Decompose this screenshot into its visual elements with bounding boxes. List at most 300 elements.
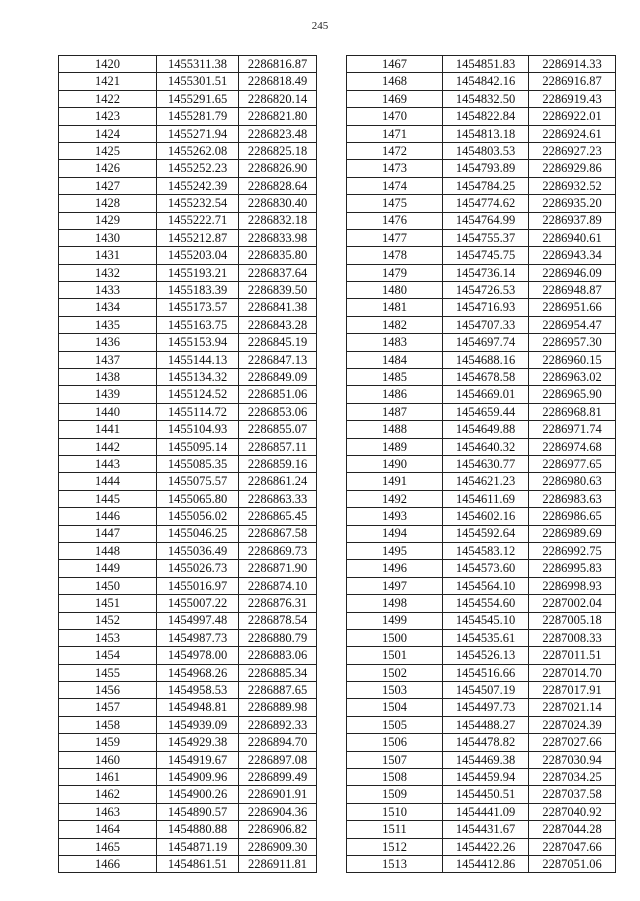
x-coordinate-cell: 1454909.96 [157, 769, 239, 786]
table-row [347, 351, 616, 368]
y-coordinate-cell: 2286916.87 [529, 73, 616, 90]
x-coordinate-cell: 1455016.97 [157, 577, 239, 594]
y-coordinate-cell: 2286883.06 [239, 647, 317, 664]
point-number-cell: 1466 [59, 855, 157, 872]
y-coordinate-cell: 2286837.64 [239, 264, 317, 281]
point-number-cell: 1481 [347, 299, 443, 316]
y-coordinate-cell: 2286935.20 [529, 195, 616, 212]
point-number-cell: 1483 [347, 334, 443, 351]
table-row [59, 160, 317, 177]
point-number-cell: 1452 [59, 612, 157, 629]
y-coordinate-cell: 2286922.01 [529, 108, 616, 125]
y-coordinate-cell: 2286867.58 [239, 525, 317, 542]
point-number-cell: 1438 [59, 369, 157, 386]
y-coordinate-cell: 2287037.58 [529, 786, 616, 803]
table-row [59, 351, 317, 368]
x-coordinate-cell: 1455212.87 [157, 229, 239, 246]
point-number-cell: 1462 [59, 786, 157, 803]
table-row [347, 855, 616, 872]
point-number-cell: 1489 [347, 438, 443, 455]
x-coordinate-cell: 1455095.14 [157, 438, 239, 455]
x-coordinate-cell: 1454900.26 [157, 786, 239, 803]
x-coordinate-cell: 1455183.39 [157, 282, 239, 299]
y-coordinate-cell: 2286957.30 [529, 334, 616, 351]
x-coordinate-cell: 1454488.27 [443, 716, 529, 733]
point-number-cell: 1431 [59, 247, 157, 264]
table-row [59, 282, 317, 299]
point-number-cell: 1427 [59, 177, 157, 194]
page-number: 245 [311, 20, 329, 32]
table-row [347, 438, 616, 455]
y-coordinate-cell: 2286855.07 [239, 421, 317, 438]
x-coordinate-cell: 1454545.10 [443, 612, 529, 629]
x-coordinate-cell: 1454707.33 [443, 316, 529, 333]
point-number-cell: 1488 [347, 421, 443, 438]
table-row [347, 647, 616, 664]
point-number-cell: 1485 [347, 369, 443, 386]
x-coordinate-cell: 1455262.08 [157, 142, 239, 159]
x-coordinate-cell: 1455203.04 [157, 247, 239, 264]
x-coordinate-cell: 1454649.88 [443, 421, 529, 438]
table-row [59, 664, 317, 681]
table-row [347, 299, 616, 316]
y-coordinate-cell: 2286859.16 [239, 455, 317, 472]
point-number-cell: 1504 [347, 699, 443, 716]
point-number-cell: 1513 [347, 855, 443, 872]
point-number-cell: 1430 [59, 229, 157, 246]
table-row [59, 629, 317, 646]
x-coordinate-cell: 1455056.02 [157, 508, 239, 525]
x-coordinate-cell: 1454726.53 [443, 282, 529, 299]
table-row [59, 577, 317, 594]
x-coordinate-cell: 1454592.64 [443, 525, 529, 542]
point-number-cell: 1436 [59, 334, 157, 351]
table-row [347, 247, 616, 264]
table-row [59, 438, 317, 455]
x-coordinate-cell: 1454716.93 [443, 299, 529, 316]
point-number-cell: 1465 [59, 838, 157, 855]
x-coordinate-cell: 1454564.10 [443, 577, 529, 594]
table-row [59, 195, 317, 212]
y-coordinate-cell: 2286828.64 [239, 177, 317, 194]
point-number-cell: 1468 [347, 73, 443, 90]
y-coordinate-cell: 2287011.51 [529, 647, 616, 664]
y-coordinate-cell: 2286887.65 [239, 682, 317, 699]
x-coordinate-cell: 1454621.23 [443, 473, 529, 490]
x-coordinate-cell: 1454948.81 [157, 699, 239, 716]
x-coordinate-cell: 1454441.09 [443, 803, 529, 820]
x-coordinate-cell: 1454832.50 [443, 90, 529, 107]
point-number-cell: 1437 [59, 351, 157, 368]
x-coordinate-cell: 1455193.21 [157, 264, 239, 281]
point-number-cell: 1423 [59, 108, 157, 125]
table-row [347, 160, 616, 177]
y-coordinate-cell: 2286977.65 [529, 455, 616, 472]
x-coordinate-cell: 1455163.75 [157, 316, 239, 333]
y-coordinate-cell: 2286911.81 [239, 855, 317, 872]
table-row [59, 125, 317, 142]
point-number-cell: 1426 [59, 160, 157, 177]
y-coordinate-cell: 2286865.45 [239, 508, 317, 525]
y-coordinate-cell: 2287024.39 [529, 716, 616, 733]
table-row [347, 734, 616, 751]
y-coordinate-cell: 2286869.73 [239, 542, 317, 559]
y-coordinate-cell: 2287017.91 [529, 682, 616, 699]
table-row [347, 490, 616, 507]
point-number-cell: 1440 [59, 403, 157, 420]
table-row [59, 264, 317, 281]
y-coordinate-cell: 2286929.86 [529, 160, 616, 177]
point-number-cell: 1495 [347, 542, 443, 559]
x-coordinate-cell: 1455046.25 [157, 525, 239, 542]
x-coordinate-cell: 1455026.73 [157, 560, 239, 577]
y-coordinate-cell: 2286849.09 [239, 369, 317, 386]
point-number-cell: 1458 [59, 716, 157, 733]
point-number-cell: 1510 [347, 803, 443, 820]
x-coordinate-cell: 1455242.39 [157, 177, 239, 194]
point-number-cell: 1486 [347, 386, 443, 403]
x-coordinate-cell: 1454554.60 [443, 595, 529, 612]
y-coordinate-cell: 2286878.54 [239, 612, 317, 629]
point-number-cell: 1467 [347, 56, 443, 73]
x-coordinate-cell: 1454978.00 [157, 647, 239, 664]
point-number-cell: 1460 [59, 751, 157, 768]
x-coordinate-cell: 1454861.51 [157, 855, 239, 872]
point-number-cell: 1490 [347, 455, 443, 472]
table-row [59, 734, 317, 751]
table-row [59, 560, 317, 577]
point-number-cell: 1464 [59, 821, 157, 838]
table-row [347, 560, 616, 577]
point-number-cell: 1497 [347, 577, 443, 594]
table-row [347, 316, 616, 333]
point-number-cell: 1500 [347, 629, 443, 646]
x-coordinate-cell: 1454516.66 [443, 664, 529, 681]
table-row [347, 838, 616, 855]
y-coordinate-cell: 2286899.49 [239, 769, 317, 786]
table-row [59, 647, 317, 664]
y-coordinate-cell: 2286839.50 [239, 282, 317, 299]
table-row [59, 421, 317, 438]
y-coordinate-cell: 2286892.33 [239, 716, 317, 733]
y-coordinate-cell: 2286989.69 [529, 525, 616, 542]
y-coordinate-cell: 2286909.30 [239, 838, 317, 855]
point-number-cell: 1457 [59, 699, 157, 716]
y-coordinate-cell: 2286937.89 [529, 212, 616, 229]
point-number-cell: 1498 [347, 595, 443, 612]
table-row [59, 73, 317, 90]
x-coordinate-cell: 1454431.67 [443, 821, 529, 838]
table-row [59, 821, 317, 838]
table-row [347, 821, 616, 838]
x-coordinate-cell: 1454987.73 [157, 629, 239, 646]
y-coordinate-cell: 2286874.10 [239, 577, 317, 594]
table-row [59, 838, 317, 855]
point-number-cell: 1509 [347, 786, 443, 803]
point-number-cell: 1472 [347, 142, 443, 159]
y-coordinate-cell: 2286919.43 [529, 90, 616, 107]
y-coordinate-cell: 2286948.87 [529, 282, 616, 299]
y-coordinate-cell: 2287040.92 [529, 803, 616, 820]
table-row [347, 403, 616, 420]
y-coordinate-cell: 2286946.09 [529, 264, 616, 281]
x-coordinate-cell: 1454602.16 [443, 508, 529, 525]
x-coordinate-cell: 1454793.89 [443, 160, 529, 177]
x-coordinate-cell: 1454497.73 [443, 699, 529, 716]
x-coordinate-cell: 1454842.16 [443, 73, 529, 90]
point-number-cell: 1445 [59, 490, 157, 507]
x-coordinate-cell: 1454669.01 [443, 386, 529, 403]
point-number-cell: 1475 [347, 195, 443, 212]
y-coordinate-cell: 2286823.48 [239, 125, 317, 142]
table-row [59, 473, 317, 490]
x-coordinate-cell: 1454813.18 [443, 125, 529, 142]
table-row [59, 769, 317, 786]
point-number-cell: 1473 [347, 160, 443, 177]
y-coordinate-cell: 2286843.28 [239, 316, 317, 333]
y-coordinate-cell: 2286816.87 [239, 56, 317, 73]
table-row [347, 334, 616, 351]
x-coordinate-cell: 1454688.16 [443, 351, 529, 368]
x-coordinate-cell: 1455065.80 [157, 490, 239, 507]
table-row [347, 282, 616, 299]
x-coordinate-cell: 1455232.54 [157, 195, 239, 212]
table-row [347, 769, 616, 786]
x-coordinate-cell: 1455124.52 [157, 386, 239, 403]
table-row [347, 142, 616, 159]
point-number-cell: 1447 [59, 525, 157, 542]
x-coordinate-cell: 1454784.25 [443, 177, 529, 194]
y-coordinate-cell: 2286832.18 [239, 212, 317, 229]
table-row [347, 455, 616, 472]
x-coordinate-cell: 1455104.93 [157, 421, 239, 438]
table-row [347, 577, 616, 594]
y-coordinate-cell: 2286876.31 [239, 595, 317, 612]
x-coordinate-cell: 1454929.38 [157, 734, 239, 751]
y-coordinate-cell: 2286971.74 [529, 421, 616, 438]
point-number-cell: 1471 [347, 125, 443, 142]
x-coordinate-cell: 1454736.14 [443, 264, 529, 281]
point-number-cell: 1459 [59, 734, 157, 751]
table-row [347, 421, 616, 438]
table-row [347, 629, 616, 646]
x-coordinate-cell: 1454764.99 [443, 212, 529, 229]
point-number-cell: 1478 [347, 247, 443, 264]
table-row [59, 612, 317, 629]
x-coordinate-cell: 1454968.26 [157, 664, 239, 681]
point-number-cell: 1441 [59, 421, 157, 438]
point-number-cell: 1422 [59, 90, 157, 107]
table-row [59, 177, 317, 194]
point-number-cell: 1444 [59, 473, 157, 490]
point-number-cell: 1442 [59, 438, 157, 455]
x-coordinate-cell: 1454450.51 [443, 786, 529, 803]
point-number-cell: 1469 [347, 90, 443, 107]
y-coordinate-cell: 2286826.90 [239, 160, 317, 177]
x-coordinate-cell: 1454890.57 [157, 803, 239, 820]
y-coordinate-cell: 2286901.91 [239, 786, 317, 803]
y-coordinate-cell: 2286820.14 [239, 90, 317, 107]
y-coordinate-cell: 2286841.38 [239, 299, 317, 316]
table-row [347, 369, 616, 386]
table-row [59, 403, 317, 420]
table-row [59, 525, 317, 542]
y-coordinate-cell: 2287027.66 [529, 734, 616, 751]
y-coordinate-cell: 2286992.75 [529, 542, 616, 559]
point-number-cell: 1434 [59, 299, 157, 316]
table-row [347, 751, 616, 768]
point-number-cell: 1503 [347, 682, 443, 699]
x-coordinate-cell: 1455036.49 [157, 542, 239, 559]
y-coordinate-cell: 2286845.19 [239, 334, 317, 351]
x-coordinate-cell: 1454459.94 [443, 769, 529, 786]
point-number-cell: 1499 [347, 612, 443, 629]
table-row [347, 125, 616, 142]
y-coordinate-cell: 2286833.98 [239, 229, 317, 246]
coordinates-table-right [346, 55, 616, 873]
y-coordinate-cell: 2286904.36 [239, 803, 317, 820]
point-number-cell: 1420 [59, 56, 157, 73]
table-row [59, 682, 317, 699]
table-row [59, 247, 317, 264]
point-number-cell: 1470 [347, 108, 443, 125]
x-coordinate-cell: 1454507.19 [443, 682, 529, 699]
x-coordinate-cell: 1454939.09 [157, 716, 239, 733]
y-coordinate-cell: 2286894.70 [239, 734, 317, 751]
table-row [347, 525, 616, 542]
table-row [59, 334, 317, 351]
point-number-cell: 1477 [347, 229, 443, 246]
x-coordinate-cell: 1454640.32 [443, 438, 529, 455]
table-row [347, 195, 616, 212]
y-coordinate-cell: 2287034.25 [529, 769, 616, 786]
x-coordinate-cell: 1455085.35 [157, 455, 239, 472]
y-coordinate-cell: 2286825.18 [239, 142, 317, 159]
y-coordinate-cell: 2286914.33 [529, 56, 616, 73]
y-coordinate-cell: 2286885.34 [239, 664, 317, 681]
x-coordinate-cell: 1455007.22 [157, 595, 239, 612]
y-coordinate-cell: 2287030.94 [529, 751, 616, 768]
point-number-cell: 1443 [59, 455, 157, 472]
x-coordinate-cell: 1454880.88 [157, 821, 239, 838]
table-row [347, 212, 616, 229]
x-coordinate-cell: 1455144.13 [157, 351, 239, 368]
y-coordinate-cell: 2286897.08 [239, 751, 317, 768]
point-number-cell: 1505 [347, 716, 443, 733]
x-coordinate-cell: 1455173.57 [157, 299, 239, 316]
y-coordinate-cell: 2286871.90 [239, 560, 317, 577]
table-row [59, 142, 317, 159]
point-number-cell: 1453 [59, 629, 157, 646]
y-coordinate-cell: 2286880.79 [239, 629, 317, 646]
x-coordinate-cell: 1454997.48 [157, 612, 239, 629]
table-row [59, 786, 317, 803]
y-coordinate-cell: 2286835.80 [239, 247, 317, 264]
point-number-cell: 1494 [347, 525, 443, 542]
x-coordinate-cell: 1454919.67 [157, 751, 239, 768]
x-coordinate-cell: 1455222.71 [157, 212, 239, 229]
x-coordinate-cell: 1455311.38 [157, 56, 239, 73]
x-coordinate-cell: 1454774.62 [443, 195, 529, 212]
y-coordinate-cell: 2287051.06 [529, 855, 616, 872]
point-number-cell: 1433 [59, 282, 157, 299]
table-row [59, 90, 317, 107]
y-coordinate-cell: 2286818.49 [239, 73, 317, 90]
point-number-cell: 1476 [347, 212, 443, 229]
table-row [59, 108, 317, 125]
table-row [347, 473, 616, 490]
table-row [59, 212, 317, 229]
y-coordinate-cell: 2287008.33 [529, 629, 616, 646]
x-coordinate-cell: 1454412.86 [443, 855, 529, 872]
point-number-cell: 1461 [59, 769, 157, 786]
y-coordinate-cell: 2286995.83 [529, 560, 616, 577]
y-coordinate-cell: 2287047.66 [529, 838, 616, 855]
x-coordinate-cell: 1454526.13 [443, 647, 529, 664]
point-number-cell: 1448 [59, 542, 157, 559]
point-number-cell: 1479 [347, 264, 443, 281]
table-row [347, 229, 616, 246]
point-number-cell: 1446 [59, 508, 157, 525]
point-number-cell: 1450 [59, 577, 157, 594]
table-row [347, 56, 616, 73]
point-number-cell: 1511 [347, 821, 443, 838]
x-coordinate-cell: 1455134.32 [157, 369, 239, 386]
table-row [59, 803, 317, 820]
point-number-cell: 1435 [59, 316, 157, 333]
table-row [347, 264, 616, 281]
point-number-cell: 1508 [347, 769, 443, 786]
y-coordinate-cell: 2286847.13 [239, 351, 317, 368]
y-coordinate-cell: 2286965.90 [529, 386, 616, 403]
table-row [59, 855, 317, 872]
table-row [59, 699, 317, 716]
y-coordinate-cell: 2286968.81 [529, 403, 616, 420]
x-coordinate-cell: 1455252.23 [157, 160, 239, 177]
point-number-cell: 1428 [59, 195, 157, 212]
table-row [347, 803, 616, 820]
point-number-cell: 1455 [59, 664, 157, 681]
x-coordinate-cell: 1454851.83 [443, 56, 529, 73]
table-row [59, 595, 317, 612]
point-number-cell: 1463 [59, 803, 157, 820]
x-coordinate-cell: 1455301.51 [157, 73, 239, 90]
y-coordinate-cell: 2286906.82 [239, 821, 317, 838]
x-coordinate-cell: 1455075.57 [157, 473, 239, 490]
x-coordinate-cell: 1455114.72 [157, 403, 239, 420]
y-coordinate-cell: 2286861.24 [239, 473, 317, 490]
x-coordinate-cell: 1455153.94 [157, 334, 239, 351]
point-number-cell: 1424 [59, 125, 157, 142]
point-number-cell: 1432 [59, 264, 157, 281]
x-coordinate-cell: 1454422.26 [443, 838, 529, 855]
x-coordinate-cell: 1454535.61 [443, 629, 529, 646]
table-row [347, 177, 616, 194]
table-row [59, 316, 317, 333]
y-coordinate-cell: 2286960.15 [529, 351, 616, 368]
table-row [347, 90, 616, 107]
point-number-cell: 1439 [59, 386, 157, 403]
table-row [59, 542, 317, 559]
y-coordinate-cell: 2286853.06 [239, 403, 317, 420]
table-row [347, 73, 616, 90]
point-number-cell: 1482 [347, 316, 443, 333]
y-coordinate-cell: 2286943.34 [529, 247, 616, 264]
table-row [59, 299, 317, 316]
point-number-cell: 1451 [59, 595, 157, 612]
x-coordinate-cell: 1454469.38 [443, 751, 529, 768]
table-row [59, 508, 317, 525]
